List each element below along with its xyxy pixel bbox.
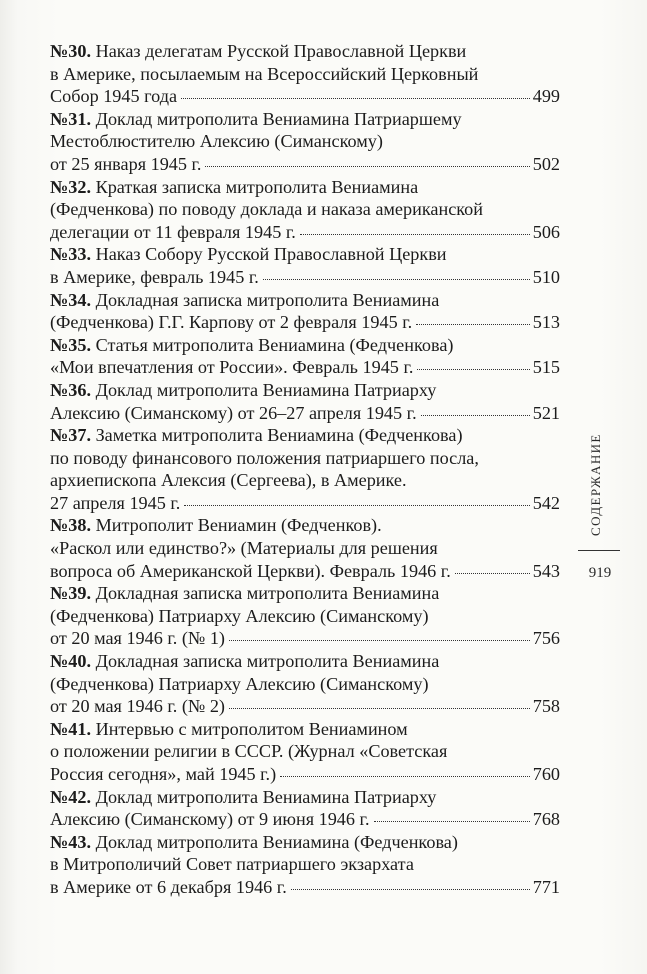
toc-entry-line — [50, 424, 560, 447]
entry-title-text: Доклад митрополита Вениамина (Федченкова) — [95, 831, 458, 852]
entry-title-text: Алексию (Симанскому) от 26–27 апреля 1945 г. — [50, 402, 417, 423]
toc-entry — [50, 379, 560, 424]
entry-title-text: архиепископа Алексия (Сергеева), в Америке. — [50, 470, 407, 491]
entry-title-text: Заметка митрополита Вениамина (Федченкова) — [95, 425, 463, 446]
entry-page-number: 542 — [532, 492, 560, 513]
dot-leader — [291, 889, 530, 890]
dot-leader — [300, 234, 530, 235]
entry-page-number: 771 — [532, 876, 560, 897]
entry-title-text: Местоблюстителю Алексию (Симанскому) — [50, 131, 383, 152]
entry-title-text: (Федченкова) Г.Г. Карпову от 2 февраля 1945 г. — [50, 312, 413, 333]
toc-entry-line — [50, 605, 560, 628]
entry-title-text: делегации от 11 февраля 1945 г. — [50, 221, 296, 242]
document-number: №37. — [50, 425, 92, 446]
toc-entry — [50, 108, 560, 176]
document-number: №39. — [50, 583, 92, 604]
toc-entry-last-line — [50, 763, 560, 786]
toc-entry — [50, 243, 560, 288]
dot-leader — [229, 640, 530, 641]
document-number: №41. — [50, 718, 92, 739]
entry-title-text: «Мои впечатления от России». Февраль 1945 г. — [50, 357, 414, 378]
dot-leader — [184, 505, 529, 506]
dot-leader — [205, 166, 529, 167]
toc-entry-last-line — [50, 356, 560, 379]
entry-title-text: в Америке от 6 декабря 1946 г. — [50, 876, 287, 897]
toc-entry-last-line — [50, 876, 560, 899]
entry-title-text: Краткая записка митрополита Вениамина — [95, 176, 419, 197]
entry-title-text: Докладная записка митрополита Вениамина — [95, 289, 440, 310]
dot-leader — [374, 821, 530, 822]
toc-entry-line — [50, 447, 560, 470]
toc-entry-last-line — [50, 221, 560, 244]
toc-entry-last-line — [50, 153, 560, 176]
entry-title-text: Статья митрополита Вениамина (Федченкова) — [95, 334, 454, 355]
entry-title-text: Митрополит Вениамин (Федченков). — [95, 515, 382, 536]
section-title: СОДЕРЖАНИЕ — [588, 433, 603, 536]
entry-page-number: 502 — [532, 153, 560, 174]
entry-title-text: в Митрополичий Совет патриаршего экзархата — [50, 854, 414, 875]
entry-title-text: вопроса об Американской Церкви). Февраль 1946 г. — [50, 560, 451, 581]
entry-title-text: (Федченкова) по поводу доклада и наказа американской — [50, 199, 484, 220]
toc-entry-last-line — [50, 808, 560, 831]
entry-title-text: от 20 мая 1946 г. (№ 1) — [50, 628, 225, 649]
toc-entry-line — [50, 718, 560, 741]
toc-entry-line — [50, 650, 560, 673]
dot-leader — [181, 98, 530, 99]
entry-title-text: по поводу финансового положения патриаршего посла, — [50, 447, 479, 468]
toc-entry — [50, 786, 560, 831]
entry-title-text: Наказ делегатам Русской Православной Церкви — [95, 41, 467, 61]
document-number: №36. — [50, 379, 92, 400]
entry-page-number: 760 — [532, 764, 560, 784]
document-number: №42. — [50, 786, 92, 807]
toc-entry-last-line — [50, 627, 560, 650]
toc-entry-line — [50, 537, 560, 560]
entry-page-number: 515 — [532, 357, 560, 378]
document-number: №32. — [50, 176, 92, 197]
entry-page-number: 758 — [532, 696, 560, 717]
entry-title-text: Интервью с митрополитом Вениамином — [95, 718, 408, 739]
divider-rule — [578, 550, 620, 551]
entry-title-text: о положении религии в СССР. (Журнал «Советская — [50, 741, 448, 762]
entry-title-text: от 25 января 1945 г. — [50, 153, 202, 174]
entry-title-text: Доклад митрополита Вениамина Патриарху — [95, 379, 437, 400]
toc-entry — [50, 289, 560, 334]
toc-entry — [50, 514, 560, 582]
toc-entry-line — [50, 786, 560, 809]
toc-entry-line — [50, 289, 560, 312]
document-number: №38. — [50, 515, 92, 536]
dot-leader — [421, 415, 530, 416]
entry-page-number: 506 — [532, 221, 560, 242]
dot-leader — [263, 279, 530, 280]
toc-entry-line — [50, 514, 560, 537]
toc-entry-line — [50, 176, 560, 199]
table-of-contents — [50, 40, 560, 899]
entry-page-number: 510 — [532, 266, 560, 287]
toc-entry-line — [50, 469, 560, 492]
toc-entry — [50, 176, 560, 244]
dot-leader — [455, 573, 530, 574]
entry-title-text: Собор 1945 года — [50, 86, 178, 107]
toc-entry-last-line — [50, 492, 560, 515]
toc-entry-last-line — [50, 85, 560, 108]
toc-entry-last-line — [50, 266, 560, 289]
document-number: №30. — [50, 41, 92, 61]
entry-title-text: в Америке, посылаемым на Всероссийский Церковный — [50, 63, 479, 84]
toc-entry-line — [50, 63, 560, 86]
dot-leader — [280, 776, 530, 777]
entry-title-text: 27 апреля 1945 г. — [50, 492, 181, 513]
toc-entry-line — [50, 198, 560, 221]
entry-title-text: Россия сегодня», май 1945 г.) — [50, 764, 277, 784]
entry-title-text: от 20 мая 1946 г. (№ 2) — [50, 696, 225, 717]
document-number: №35. — [50, 334, 92, 355]
toc-entry-line — [50, 243, 560, 266]
toc-entry — [50, 650, 560, 718]
toc-entry-line — [50, 853, 560, 876]
running-head — [586, 428, 616, 540]
toc-entry-last-line — [50, 695, 560, 718]
toc-entry — [50, 718, 560, 786]
document-number: №40. — [50, 651, 92, 672]
toc-entry — [50, 40, 560, 108]
dot-leader — [417, 369, 529, 370]
entry-page-number: 768 — [532, 809, 560, 830]
toc-entry-line — [50, 334, 560, 357]
toc-entry-line — [50, 40, 560, 63]
document-number: №43. — [50, 831, 92, 852]
page-number: 919 — [588, 565, 612, 581]
document-number: №34. — [50, 289, 92, 310]
toc-entry-line — [50, 108, 560, 131]
entry-page-number: 543 — [532, 560, 560, 581]
toc-entry-line — [50, 740, 560, 763]
entry-page-number: 499 — [532, 86, 560, 107]
entry-title-text: (Федченкова) Патриарху Алексию (Симанскому) — [50, 605, 429, 626]
entry-title-text: в Америке, февраль 1945 г. — [50, 266, 259, 287]
toc-entry-line — [50, 130, 560, 153]
toc-entry — [50, 334, 560, 379]
toc-entry — [50, 582, 560, 650]
entry-title-text: Докладная записка митрополита Вениамина — [95, 583, 440, 604]
toc-entry-line — [50, 582, 560, 605]
entry-title-text: Алексию (Симанскому) от 9 июня 1946 г. — [50, 809, 370, 830]
entry-title-text: (Федченкова) Патриарху Алексию (Симанскому) — [50, 673, 429, 694]
toc-entry-line — [50, 673, 560, 696]
toc-entry-line — [50, 831, 560, 854]
toc-entry — [50, 424, 560, 514]
toc-entry-last-line — [50, 311, 560, 334]
toc-entry-last-line — [50, 560, 560, 583]
entry-title-text: «Раскол или единство?» (Материалы для решения — [50, 538, 438, 559]
dot-leader — [229, 708, 530, 709]
document-number: №33. — [50, 244, 92, 265]
document-number: №31. — [50, 108, 92, 129]
dot-leader — [416, 324, 530, 325]
entry-page-number: 513 — [532, 312, 560, 333]
toc-entry-last-line — [50, 402, 560, 425]
entry-title-text: Наказ Собору Русской Православной Церкви — [95, 244, 447, 265]
toc-entry-line — [50, 379, 560, 402]
toc-entry — [50, 831, 560, 899]
entry-page-number: 756 — [532, 628, 560, 649]
entry-title-text: Доклад митрополита Вениамина Патриарху — [95, 786, 437, 807]
entry-page-number: 521 — [532, 402, 560, 423]
entry-title-text: Докладная записка митрополита Вениамина — [95, 651, 440, 672]
entry-title-text: Доклад митрополита Вениамина Патриаршему — [95, 108, 462, 129]
